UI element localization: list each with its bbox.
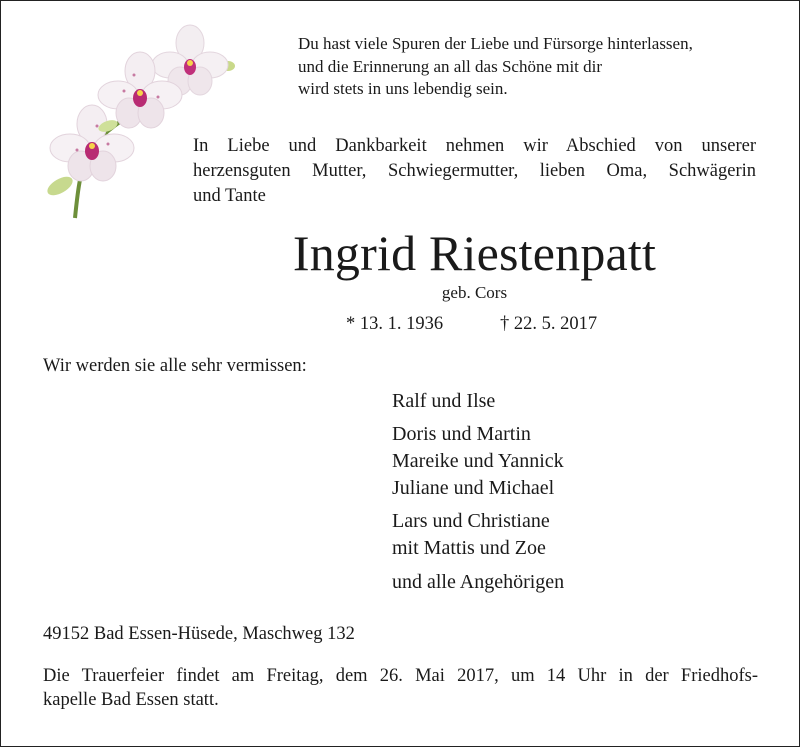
intro-line: herzensguten Mutter, Schwiegermutter, lieben Oma, Schwägerin	[193, 161, 756, 181]
family-member: Ralf und Ilse	[392, 390, 496, 412]
funeral-info	[43, 664, 758, 712]
motto-line: Du hast viele Spuren der Liebe und Fürsorge hinterlassen,	[298, 34, 693, 53]
intro-line: und Tante	[193, 186, 266, 206]
intro-line: In Liebe und Dankbarkeit nehmen wir Abschied von unserer	[193, 136, 756, 156]
motto-line: und die Erinnerung an all das Schöne mit dir	[298, 56, 603, 76]
family-member: Doris und Martin	[392, 423, 531, 445]
family-group	[392, 568, 752, 596]
intro-text	[193, 134, 756, 209]
family-member: und alle Angehörigen	[392, 571, 565, 593]
family-group	[392, 421, 752, 502]
funeral-line: Die Trauerfeier findet am Freitag, dem 26. Mai 2017, um 14 Uhr in der Friedhofs-	[43, 666, 758, 686]
family-group	[392, 508, 752, 562]
family-signatures	[392, 387, 752, 602]
family-member: Mareike und Yannick	[392, 450, 564, 472]
address: 49152 Bad Essen-Hüsede, Maschweg 132	[43, 624, 355, 644]
family-member: Juliane und Michael	[392, 477, 555, 499]
motto-verse	[298, 33, 778, 101]
funeral-line: kapelle Bad Essen statt.	[43, 690, 219, 710]
maiden-name: geb. Cors	[441, 283, 508, 302]
death-date: † 22. 5. 2017	[500, 314, 598, 334]
family-group	[392, 387, 752, 415]
family-member: mit Mattis und Zoe	[392, 537, 546, 559]
birth-date: * 13. 1. 1936	[346, 314, 444, 334]
motto-line: wird stets in uns lebendig sein.	[298, 79, 508, 98]
family-member: Lars und Christiane	[392, 510, 550, 532]
closing-line: Wir werden sie alle sehr vermissen:	[43, 356, 307, 376]
deceased-name: Ingrid Riestenpatt	[292, 225, 657, 281]
